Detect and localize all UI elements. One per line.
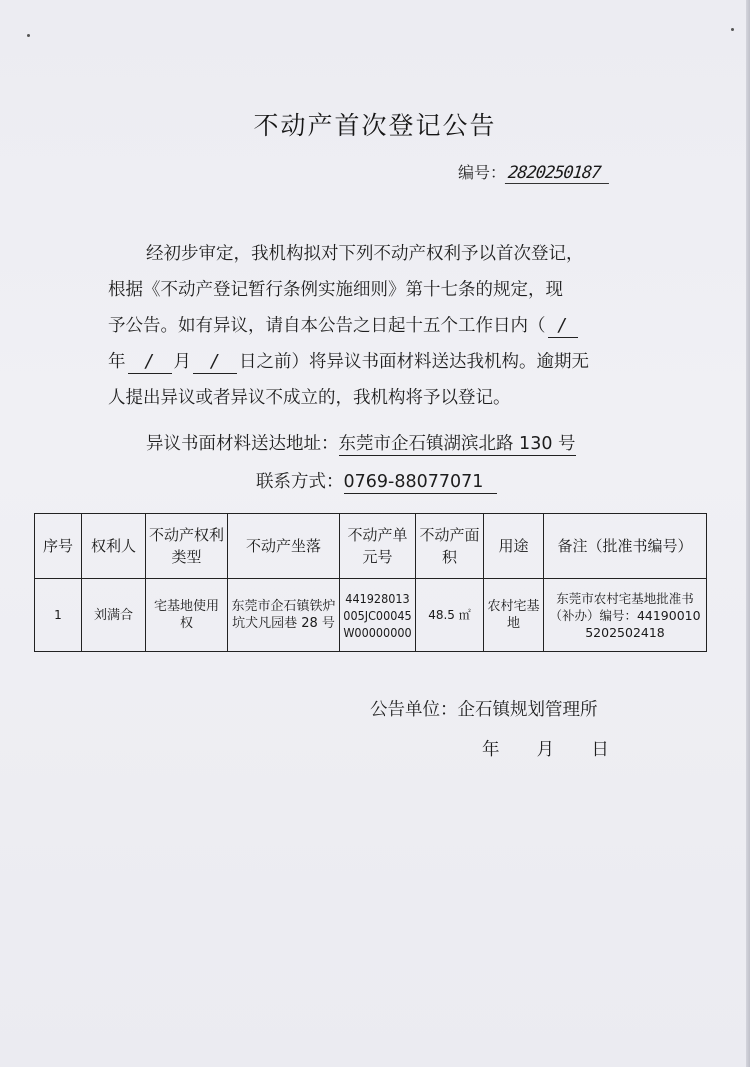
date-month-label: 月 [536,740,555,760]
cell-right-type: 宅基地使用权 [146,579,228,652]
header-right-type: 不动产权利类型 [146,514,228,579]
body-line-4 [108,344,668,380]
header-area: 不动产面积 [416,514,484,579]
cell-holder: 刘满合 [82,579,146,652]
cell-unit-no: 441928013005JC00045W00000000 [340,579,416,652]
body-line-2: 根据《不动产登记暂行条例实施细则》第十七条的规定，现 [108,280,563,300]
cell-remark: 东莞市农村宅基地批准书（补办）编号：441900105202502418 [544,579,707,652]
notice-unit-label: 公告单位： [370,700,458,720]
objection-address-value: 东莞市企石镇湖滨北路 130 号 [338,434,576,454]
objection-address-label: 异议书面材料送达地址： [146,434,339,454]
scan-edge [746,0,750,1067]
document-title: 不动产首次登记公告 [253,111,497,140]
contact-label: 联系方式： [256,472,344,492]
header-no: 序号 [35,514,82,579]
document-number-value: 2820250187 [505,163,612,184]
deadline-month-label: 月 [173,352,191,372]
header-unit-no: 不动产单元号 [340,514,416,579]
body-line-5: 人提出异议或者异议不成立的，我机构将予以登记。 [108,388,511,408]
document-number-label: 编号： [458,163,507,182]
table-row [35,579,707,652]
body-line-3-text: 予公告。如有异议，请自本公告之日起十五个工作日内（ [108,316,546,336]
body-line-1: 经初步审定，我机构拟对下列不动产权利予以首次登记， [146,244,584,264]
header-remark: 备注（批准书编号） [544,514,707,579]
date-day-label: 日 [591,740,609,760]
body-line-3 [108,308,668,344]
header-usage: 用途 [484,514,544,579]
cell-location: 东莞市企石镇铁炉坑犬凡园巷 28 号 [228,579,340,652]
cell-usage: 农村宅基地 [484,579,544,652]
contact-value: 0769-88077071 [344,472,498,494]
deadline-year-label: 年 [108,352,126,372]
objection-address [146,430,576,455]
date-year-label: 年 [482,740,500,760]
header-holder: 权利人 [82,514,146,579]
deadline-day-blank: / [193,351,237,374]
scan-speck [27,34,30,37]
table-header-row [35,514,707,579]
deadline-blank: / [548,315,578,338]
notice-date [482,736,609,761]
notice-body [108,236,668,416]
cell-no: 1 [35,579,82,652]
property-table [34,513,707,652]
scan-speck [731,28,734,31]
body-line-4-text: 日之前）将异议书面材料送达我机构。逾期无 [239,352,589,372]
notice-unit-value: 企石镇规划管理所 [457,700,598,720]
contact-info [256,468,497,493]
document-number [458,160,610,184]
deadline-month-blank: / [128,351,172,374]
notice-unit [370,696,598,721]
cell-area: 48.5 ㎡ [416,579,484,652]
header-location: 不动产坐落 [228,514,340,579]
